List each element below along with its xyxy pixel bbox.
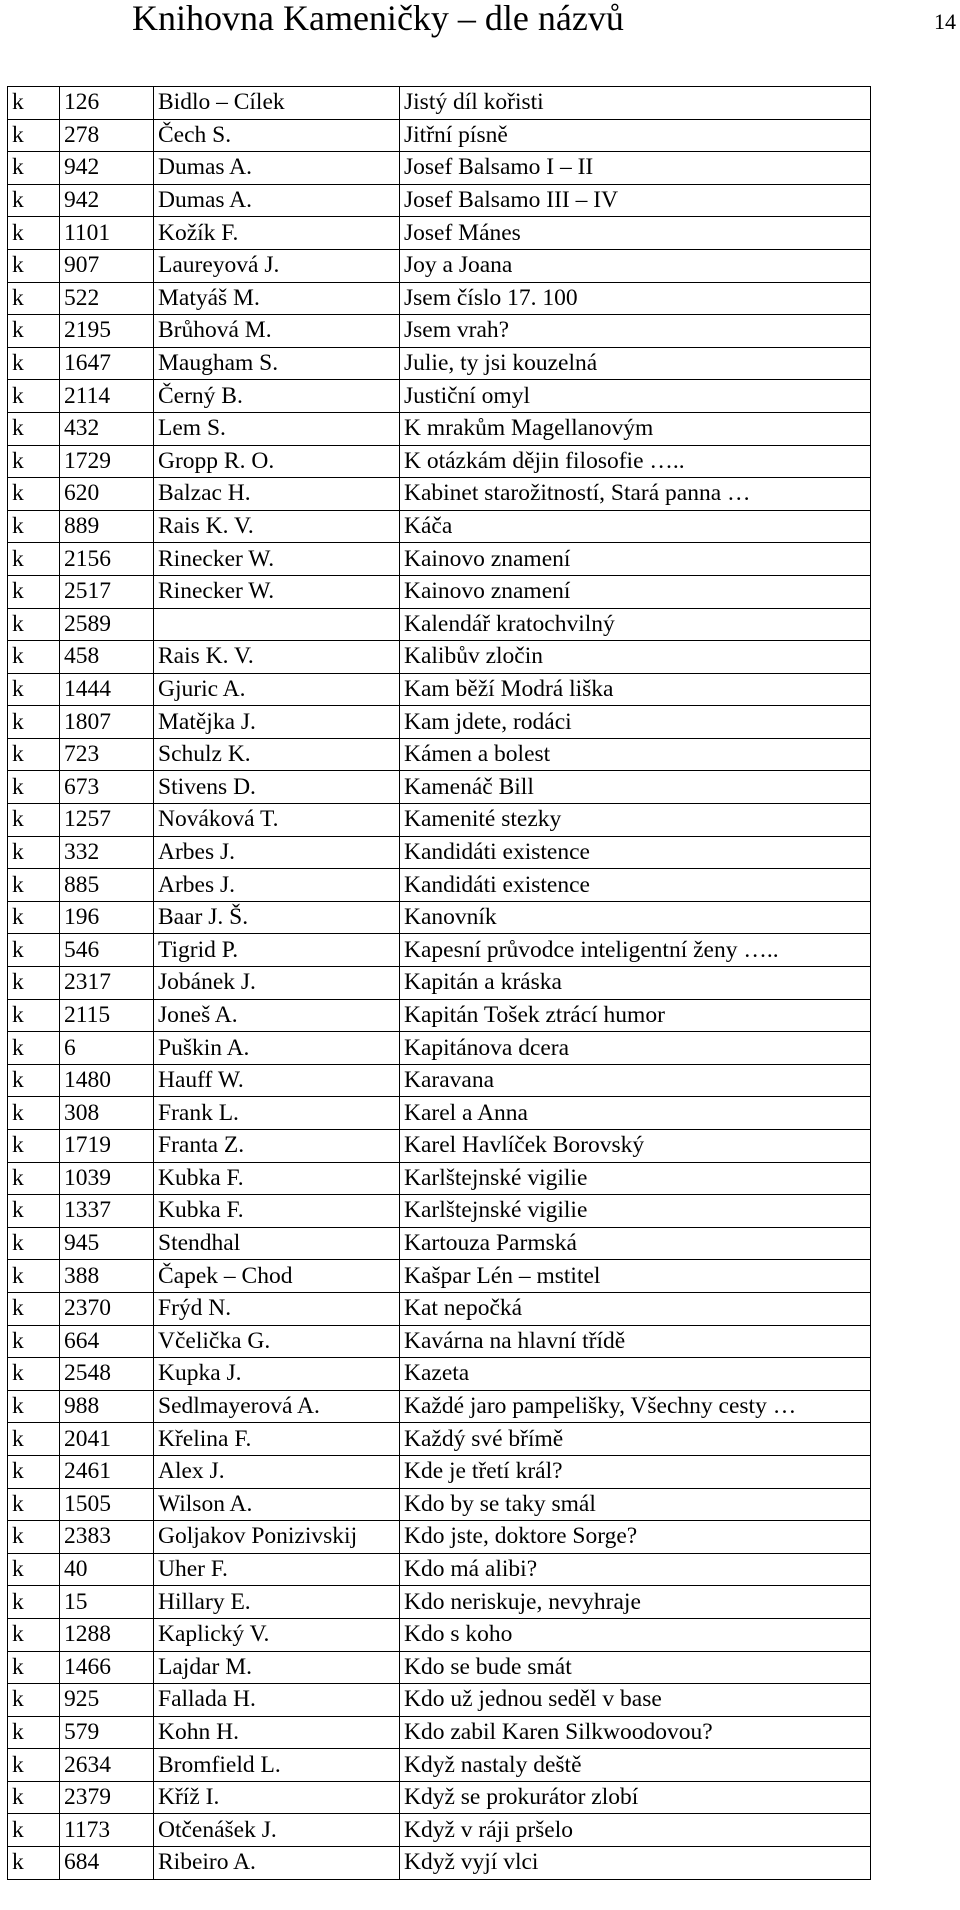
book-title-cell: Káča [400, 510, 871, 543]
catalog-number-cell: 1039 [60, 1162, 154, 1195]
book-title-cell: Kapitánova dcera [400, 1032, 871, 1065]
book-title-cell: Josef Balsamo I – II [400, 152, 871, 185]
collection-code-cell: k [8, 217, 60, 250]
collection-code-cell: k [8, 1195, 60, 1228]
table-row [8, 771, 871, 804]
author-cell: Puškin A. [154, 1032, 400, 1065]
catalog-number-cell: 664 [60, 1325, 154, 1358]
collection-code-cell: k [8, 1553, 60, 1586]
catalog-number-cell: 1288 [60, 1618, 154, 1651]
book-title-cell: Kamenáč Bill [400, 771, 871, 804]
catalog-number-cell: 546 [60, 934, 154, 967]
collection-code-cell: k [8, 836, 60, 869]
book-title-cell: Kašpar Lén – mstitel [400, 1260, 871, 1293]
author-cell: Fallada H. [154, 1684, 400, 1717]
author-cell: Kubka F. [154, 1195, 400, 1228]
author-cell: Goljakov Ponizivskij [154, 1521, 400, 1554]
table-row [8, 706, 871, 739]
author-cell: Maugham S. [154, 347, 400, 380]
table-row [8, 1162, 871, 1195]
book-title-cell: Kam jdete, rodáci [400, 706, 871, 739]
book-title-cell: Kdo zabil Karen Silkwoodovou? [400, 1716, 871, 1749]
book-title-cell: Kapesní průvodce inteligentní ženy ….. [400, 934, 871, 967]
catalog-number-cell: 1337 [60, 1195, 154, 1228]
collection-code-cell: k [8, 412, 60, 445]
collection-code-cell: k [8, 1358, 60, 1391]
author-cell: Gjuric A. [154, 673, 400, 706]
catalog-number-cell: 2548 [60, 1358, 154, 1391]
collection-code-cell: k [8, 119, 60, 152]
table-row [8, 575, 871, 608]
table-row [8, 1716, 871, 1749]
author-cell: Kohn H. [154, 1716, 400, 1749]
table-row [8, 1032, 871, 1065]
table-row [8, 673, 871, 706]
catalog-number-cell: 723 [60, 738, 154, 771]
book-title-cell: K mrakům Magellanovým [400, 412, 871, 445]
book-title-cell: Julie, ty jsi kouzelná [400, 347, 871, 380]
author-cell: Kaplický V. [154, 1618, 400, 1651]
author-cell: Bidlo – Cílek [154, 87, 400, 120]
catalog-number-cell: 388 [60, 1260, 154, 1293]
table-row [8, 119, 871, 152]
author-cell: Arbes J. [154, 869, 400, 902]
book-title-cell: Kavárna na hlavní třídě [400, 1325, 871, 1358]
book-title-cell: Kámen a bolest [400, 738, 871, 771]
author-cell: Jobánek J. [154, 967, 400, 1000]
catalog-number-cell: 2317 [60, 967, 154, 1000]
collection-code-cell: k [8, 1130, 60, 1163]
book-title-cell: Když vyjí vlci [400, 1847, 871, 1880]
author-cell: Kožík F. [154, 217, 400, 250]
catalog-number-cell: 308 [60, 1097, 154, 1130]
table-row [8, 282, 871, 315]
catalog-number-cell: 988 [60, 1390, 154, 1423]
catalog-number-cell: 196 [60, 901, 154, 934]
author-cell: Včelička G. [154, 1325, 400, 1358]
book-title-cell: Každý své břímě [400, 1423, 871, 1456]
table-row [8, 1684, 871, 1717]
collection-code-cell: k [8, 478, 60, 511]
author-cell: Gropp R. O. [154, 445, 400, 478]
author-cell: Rais K. V. [154, 641, 400, 674]
table-row [8, 869, 871, 902]
collection-code-cell: k [8, 673, 60, 706]
author-cell: Arbes J. [154, 836, 400, 869]
book-title-cell: Jsem číslo 17. 100 [400, 282, 871, 315]
author-cell [154, 608, 400, 641]
collection-code-cell: k [8, 445, 60, 478]
catalog-number-cell: 2370 [60, 1292, 154, 1325]
collection-code-cell: k [8, 87, 60, 120]
book-title-cell: Karlštejnské vigilie [400, 1195, 871, 1228]
catalog-number-cell: 1505 [60, 1488, 154, 1521]
collection-code-cell: k [8, 1651, 60, 1684]
table-row [8, 1586, 871, 1619]
author-cell: Frýd N. [154, 1292, 400, 1325]
catalog-number-cell: 673 [60, 771, 154, 804]
author-cell: Kříž I. [154, 1781, 400, 1814]
table-row [8, 152, 871, 185]
collection-code-cell: k [8, 869, 60, 902]
catalog-number-cell: 1729 [60, 445, 154, 478]
book-title-cell: Kdo se bude smát [400, 1651, 871, 1684]
author-cell: Otčenášek J. [154, 1814, 400, 1847]
collection-code-cell: k [8, 608, 60, 641]
author-cell: Uher F. [154, 1553, 400, 1586]
table-row [8, 478, 871, 511]
catalog-number-cell: 2156 [60, 543, 154, 576]
author-cell: Hauff W. [154, 1064, 400, 1097]
table-row [8, 380, 871, 413]
book-title-cell: Jitřní písně [400, 119, 871, 152]
author-cell: Sedlmayerová A. [154, 1390, 400, 1423]
author-cell: Dumas A. [154, 184, 400, 217]
author-cell: Joneš A. [154, 999, 400, 1032]
catalog-number-cell: 885 [60, 869, 154, 902]
catalog-number-cell: 1807 [60, 706, 154, 739]
collection-code-cell: k [8, 1716, 60, 1749]
collection-code-cell: k [8, 934, 60, 967]
book-title-cell: Když v ráji pršelo [400, 1814, 871, 1847]
collection-code-cell: k [8, 1032, 60, 1065]
book-title-cell: Kabinet starožitností, Stará panna … [400, 478, 871, 511]
catalog-number-cell: 1101 [60, 217, 154, 250]
collection-code-cell: k [8, 1390, 60, 1423]
catalog-number-cell: 579 [60, 1716, 154, 1749]
book-title-cell: Kainovo znamení [400, 575, 871, 608]
catalog-number-cell: 6 [60, 1032, 154, 1065]
book-title-cell: Josef Mánes [400, 217, 871, 250]
catalog-number-cell: 1719 [60, 1130, 154, 1163]
book-title-cell: Kdo má alibi? [400, 1553, 871, 1586]
table-row [8, 1325, 871, 1358]
book-title-cell: Kdo s koho [400, 1618, 871, 1651]
table-row [8, 804, 871, 837]
collection-code-cell: k [8, 1162, 60, 1195]
catalog-number-cell: 1647 [60, 347, 154, 380]
catalog-number-cell: 2461 [60, 1455, 154, 1488]
catalog-number-cell: 278 [60, 119, 154, 152]
book-title-cell: Karel Havlíček Borovský [400, 1130, 871, 1163]
book-title-cell: Kdo neriskuje, nevyhraje [400, 1586, 871, 1619]
author-cell: Lajdar M. [154, 1651, 400, 1684]
collection-code-cell: k [8, 1292, 60, 1325]
author-cell: Rinecker W. [154, 543, 400, 576]
book-title-cell: Kdo jste, doktore Sorge? [400, 1521, 871, 1554]
author-cell: Franta Z. [154, 1130, 400, 1163]
table-row [8, 1521, 871, 1554]
table-row [8, 999, 871, 1032]
catalog-number-cell: 2041 [60, 1423, 154, 1456]
author-cell: Hillary E. [154, 1586, 400, 1619]
collection-code-cell: k [8, 1521, 60, 1554]
author-cell: Rinecker W. [154, 575, 400, 608]
catalog-number-cell: 2634 [60, 1749, 154, 1782]
table-row [8, 1651, 871, 1684]
collection-code-cell: k [8, 380, 60, 413]
collection-code-cell: k [8, 1455, 60, 1488]
catalog-table [7, 86, 871, 1880]
catalog-body [8, 87, 871, 1880]
collection-code-cell: k [8, 1781, 60, 1814]
author-cell: Brůhová M. [154, 315, 400, 348]
author-cell: Čapek – Chod [154, 1260, 400, 1293]
collection-code-cell: k [8, 1618, 60, 1651]
author-cell: Dumas A. [154, 152, 400, 185]
author-cell: Balzac H. [154, 478, 400, 511]
catalog-number-cell: 2383 [60, 1521, 154, 1554]
catalog-number-cell: 2589 [60, 608, 154, 641]
book-title-cell: Karel a Anna [400, 1097, 871, 1130]
catalog-number-cell: 2379 [60, 1781, 154, 1814]
collection-code-cell: k [8, 1325, 60, 1358]
table-row [8, 738, 871, 771]
author-cell: Tigrid P. [154, 934, 400, 967]
author-cell: Wilson A. [154, 1488, 400, 1521]
author-cell: Čech S. [154, 119, 400, 152]
catalog-number-cell: 1466 [60, 1651, 154, 1684]
collection-code-cell: k [8, 510, 60, 543]
catalog-number-cell: 1257 [60, 804, 154, 837]
book-title-cell: Kandidáti existence [400, 869, 871, 902]
book-title-cell: Josef Balsamo III – IV [400, 184, 871, 217]
table-row [8, 315, 871, 348]
table-row [8, 1195, 871, 1228]
table-row [8, 901, 871, 934]
collection-code-cell: k [8, 901, 60, 934]
collection-code-cell: k [8, 347, 60, 380]
author-cell: Kupka J. [154, 1358, 400, 1391]
collection-code-cell: k [8, 706, 60, 739]
author-cell: Černý B. [154, 380, 400, 413]
collection-code-cell: k [8, 315, 60, 348]
author-cell: Matějka J. [154, 706, 400, 739]
catalog-number-cell: 889 [60, 510, 154, 543]
book-title-cell: Kdo už jednou seděl v base [400, 1684, 871, 1717]
collection-code-cell: k [8, 1227, 60, 1260]
author-cell: Křelina F. [154, 1423, 400, 1456]
table-row [8, 87, 871, 120]
catalog-number-cell: 15 [60, 1586, 154, 1619]
book-title-cell: Kapitán a kráska [400, 967, 871, 1000]
catalog-number-cell: 925 [60, 1684, 154, 1717]
table-row [8, 934, 871, 967]
table-row [8, 184, 871, 217]
book-title-cell: Kamenité stezky [400, 804, 871, 837]
catalog-number-cell: 432 [60, 412, 154, 445]
table-row [8, 1814, 871, 1847]
book-title-cell: Kdo by se taky smál [400, 1488, 871, 1521]
table-row [8, 249, 871, 282]
book-title-cell: Kde je třetí král? [400, 1455, 871, 1488]
collection-code-cell: k [8, 249, 60, 282]
book-title-cell: Kartouza Parmská [400, 1227, 871, 1260]
book-title-cell: Justiční omyl [400, 380, 871, 413]
catalog-number-cell: 2115 [60, 999, 154, 1032]
book-title-cell: Kainovo znamení [400, 543, 871, 576]
author-cell: Stivens D. [154, 771, 400, 804]
book-title-cell: Kalendář kratochvilný [400, 608, 871, 641]
table-row [8, 1553, 871, 1586]
collection-code-cell: k [8, 1064, 60, 1097]
collection-code-cell: k [8, 575, 60, 608]
book-title-cell: Kapitán Tošek ztrácí humor [400, 999, 871, 1032]
table-row [8, 836, 871, 869]
catalog-number-cell: 942 [60, 152, 154, 185]
book-title-cell: Jsem vrah? [400, 315, 871, 348]
collection-code-cell: k [8, 152, 60, 185]
collection-code-cell: k [8, 738, 60, 771]
author-cell: Ribeiro A. [154, 1847, 400, 1880]
catalog-number-cell: 40 [60, 1553, 154, 1586]
table-row [8, 1097, 871, 1130]
table-row [8, 1260, 871, 1293]
book-title-cell: K otázkám dějin filosofie ….. [400, 445, 871, 478]
book-title-cell: Kam běží Modrá liška [400, 673, 871, 706]
author-cell: Stendhal [154, 1227, 400, 1260]
catalog-number-cell: 332 [60, 836, 154, 869]
collection-code-cell: k [8, 543, 60, 576]
table-row [8, 641, 871, 674]
table-row [8, 1064, 871, 1097]
table-row [8, 445, 871, 478]
catalog-number-cell: 126 [60, 87, 154, 120]
author-cell: Kubka F. [154, 1162, 400, 1195]
table-row [8, 347, 871, 380]
book-title-cell: Když se prokurátor zlobí [400, 1781, 871, 1814]
table-row [8, 1488, 871, 1521]
author-cell: Laureyová J. [154, 249, 400, 282]
table-row [8, 1749, 871, 1782]
book-title-cell: Když nastaly deště [400, 1749, 871, 1782]
collection-code-cell: k [8, 967, 60, 1000]
author-cell: Schulz K. [154, 738, 400, 771]
catalog-number-cell: 1480 [60, 1064, 154, 1097]
author-cell: Baar J. Š. [154, 901, 400, 934]
book-title-cell: Karavana [400, 1064, 871, 1097]
catalog-number-cell: 2114 [60, 380, 154, 413]
author-cell: Bromfield L. [154, 1749, 400, 1782]
catalog-number-cell: 2195 [60, 315, 154, 348]
collection-code-cell: k [8, 1586, 60, 1619]
table-row [8, 1423, 871, 1456]
table-row [8, 1358, 871, 1391]
catalog-number-cell: 620 [60, 478, 154, 511]
book-title-cell: Kazeta [400, 1358, 871, 1391]
table-row [8, 543, 871, 576]
author-cell: Nováková T. [154, 804, 400, 837]
collection-code-cell: k [8, 1749, 60, 1782]
catalog-number-cell: 907 [60, 249, 154, 282]
catalog-number-cell: 1173 [60, 1814, 154, 1847]
book-title-cell: Každé jaro pampelišky, Všechny cesty … [400, 1390, 871, 1423]
collection-code-cell: k [8, 804, 60, 837]
table-row [8, 608, 871, 641]
catalog-number-cell: 945 [60, 1227, 154, 1260]
author-cell: Lem S. [154, 412, 400, 445]
book-title-cell: Karlštejnské vigilie [400, 1162, 871, 1195]
catalog-number-cell: 942 [60, 184, 154, 217]
author-cell: Matyáš M. [154, 282, 400, 315]
catalog-number-cell: 1444 [60, 673, 154, 706]
collection-code-cell: k [8, 1423, 60, 1456]
collection-code-cell: k [8, 184, 60, 217]
catalog-number-cell: 458 [60, 641, 154, 674]
catalog-number-cell: 2517 [60, 575, 154, 608]
page-title: Knihovna Kameničky – dle názvů [132, 0, 624, 38]
book-title-cell: Kandidáti existence [400, 836, 871, 869]
book-title-cell: Kat nepočká [400, 1292, 871, 1325]
book-title-cell: Jistý díl kořisti [400, 87, 871, 120]
table-row [8, 1227, 871, 1260]
table-row [8, 1455, 871, 1488]
collection-code-cell: k [8, 1260, 60, 1293]
page-number: 14 [934, 9, 956, 34]
table-row [8, 510, 871, 543]
catalog-number-cell: 522 [60, 282, 154, 315]
table-row [8, 967, 871, 1000]
collection-code-cell: k [8, 641, 60, 674]
table-row [8, 1618, 871, 1651]
author-cell: Alex J. [154, 1455, 400, 1488]
book-title-cell: Joy a Joana [400, 249, 871, 282]
collection-code-cell: k [8, 1684, 60, 1717]
collection-code-cell: k [8, 282, 60, 315]
collection-code-cell: k [8, 1847, 60, 1880]
collection-code-cell: k [8, 771, 60, 804]
table-row [8, 1847, 871, 1880]
book-title-cell: Kanovník [400, 901, 871, 934]
table-row [8, 1292, 871, 1325]
table-row [8, 1781, 871, 1814]
author-cell: Rais K. V. [154, 510, 400, 543]
collection-code-cell: k [8, 999, 60, 1032]
author-cell: Frank L. [154, 1097, 400, 1130]
book-title-cell: Kalibův zločin [400, 641, 871, 674]
table-row [8, 1390, 871, 1423]
table-row [8, 217, 871, 250]
collection-code-cell: k [8, 1097, 60, 1130]
table-row [8, 412, 871, 445]
collection-code-cell: k [8, 1814, 60, 1847]
table-row [8, 1130, 871, 1163]
collection-code-cell: k [8, 1488, 60, 1521]
catalog-number-cell: 684 [60, 1847, 154, 1880]
